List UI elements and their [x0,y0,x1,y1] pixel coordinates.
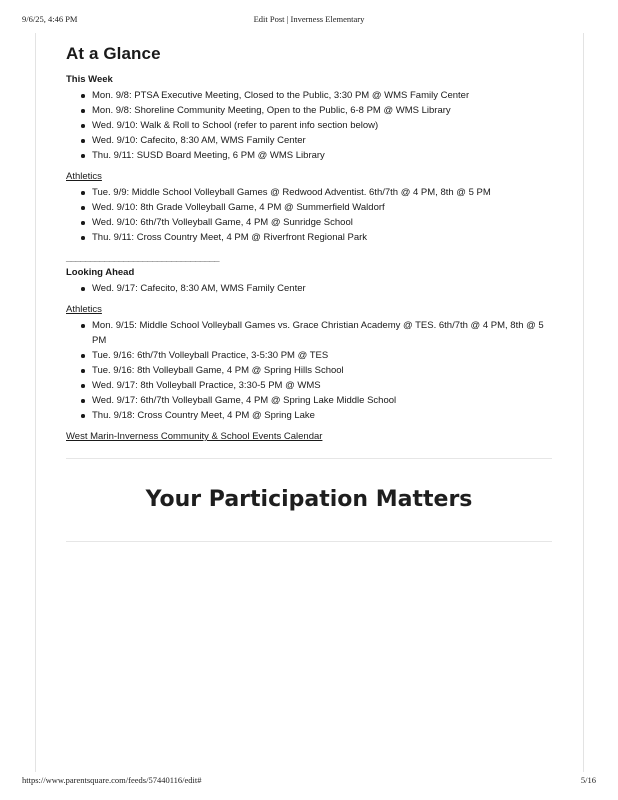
section-divider-top [66,458,552,459]
print-page-number: 5/16 [580,775,596,785]
participation-section-title: Your Participation Matters [145,487,473,512]
list-item: Mon. 9/8: Shoreline Community Meeting, Open to the Public, 6-8 PM @ WMS Library [92,103,556,118]
list-item: Tue. 9/16: 8th Volleyball Game, 4 PM @ Spring Hills School [92,363,556,378]
athletics-this-week-list [66,185,556,245]
section-divider-bottom [66,541,552,542]
print-header [22,14,596,26]
print-url: https://www.parentsquare.com/feeds/57440116/edit# [22,775,202,785]
list-item: Wed. 9/17: 8th Volleyball Practice, 3:30-5 PM @ WMS [92,378,556,393]
list-item: Mon. 9/15: Middle School Volleyball Games vs. Grace Christian Academy @ TES. 6th/7th @ 4 PM, 8th @ 5 PM [92,318,556,348]
athletics-looking-ahead-list [66,318,556,423]
list-item: Mon. 9/8: PTSA Executive Meeting, Closed to the Public, 3:30 PM @ WMS Family Center [92,88,556,103]
print-page-title: Edit Post | Inverness Elementary [253,14,365,24]
list-item: Wed. 9/10: 6th/7th Volleyball Game, 4 PM @ Sunridge School [92,215,556,230]
this-week-heading: This Week [66,74,113,85]
athletics-link-this-week[interactable]: Athletics [66,171,102,182]
athletics-link-looking-ahead[interactable]: Athletics [66,304,102,315]
list-item: Tue. 9/16: 6th/7th Volleyball Practice, 3-5:30 PM @ TES [92,348,556,363]
list-item: Thu. 9/11: Cross Country Meet, 4 PM @ Riverfront Regional Park [92,230,556,245]
looking-ahead-list [66,281,556,296]
list-item: Tue. 9/9: Middle School Volleyball Games @ Redwood Adventist. 6th/7th @ 4 PM, 8th @ 5 PM [92,185,556,200]
this-week-list [66,88,556,163]
at-a-glance-heading: At a Glance [66,44,161,63]
list-item: Wed. 9/17: Cafecito, 8:30 AM, WMS Family Center [92,281,556,296]
list-item: Thu. 9/18: Cross Country Meet, 4 PM @ Spring Lake [92,408,556,423]
frame-left-border [35,33,36,772]
looking-ahead-heading: Looking Ahead [66,267,135,278]
list-item: Wed. 9/10: Cafecito, 8:30 AM, WMS Family Center [92,133,556,148]
list-item: Wed. 9/10: 8th Grade Volleyball Game, 4 PM @ Summerfield Waldorf [92,200,556,215]
list-item: Thu. 9/11: SUSD Board Meeting, 6 PM @ WMS Library [92,148,556,163]
events-calendar-link[interactable]: West Marin-Inverness Community & School Events Calendar [66,431,323,442]
list-item: Wed. 9/10: Walk & Roll to School (refer to parent info section below) [92,118,556,133]
print-footer [22,775,596,787]
list-item: Wed. 9/17: 6th/7th Volleyball Game, 4 PM @ Spring Lake Middle School [92,393,556,408]
frame-right-border [583,33,584,772]
post-content [66,44,556,443]
text-divider: ________________________________ [66,253,220,264]
print-timestamp: 9/6/25, 4:46 PM [22,14,78,24]
